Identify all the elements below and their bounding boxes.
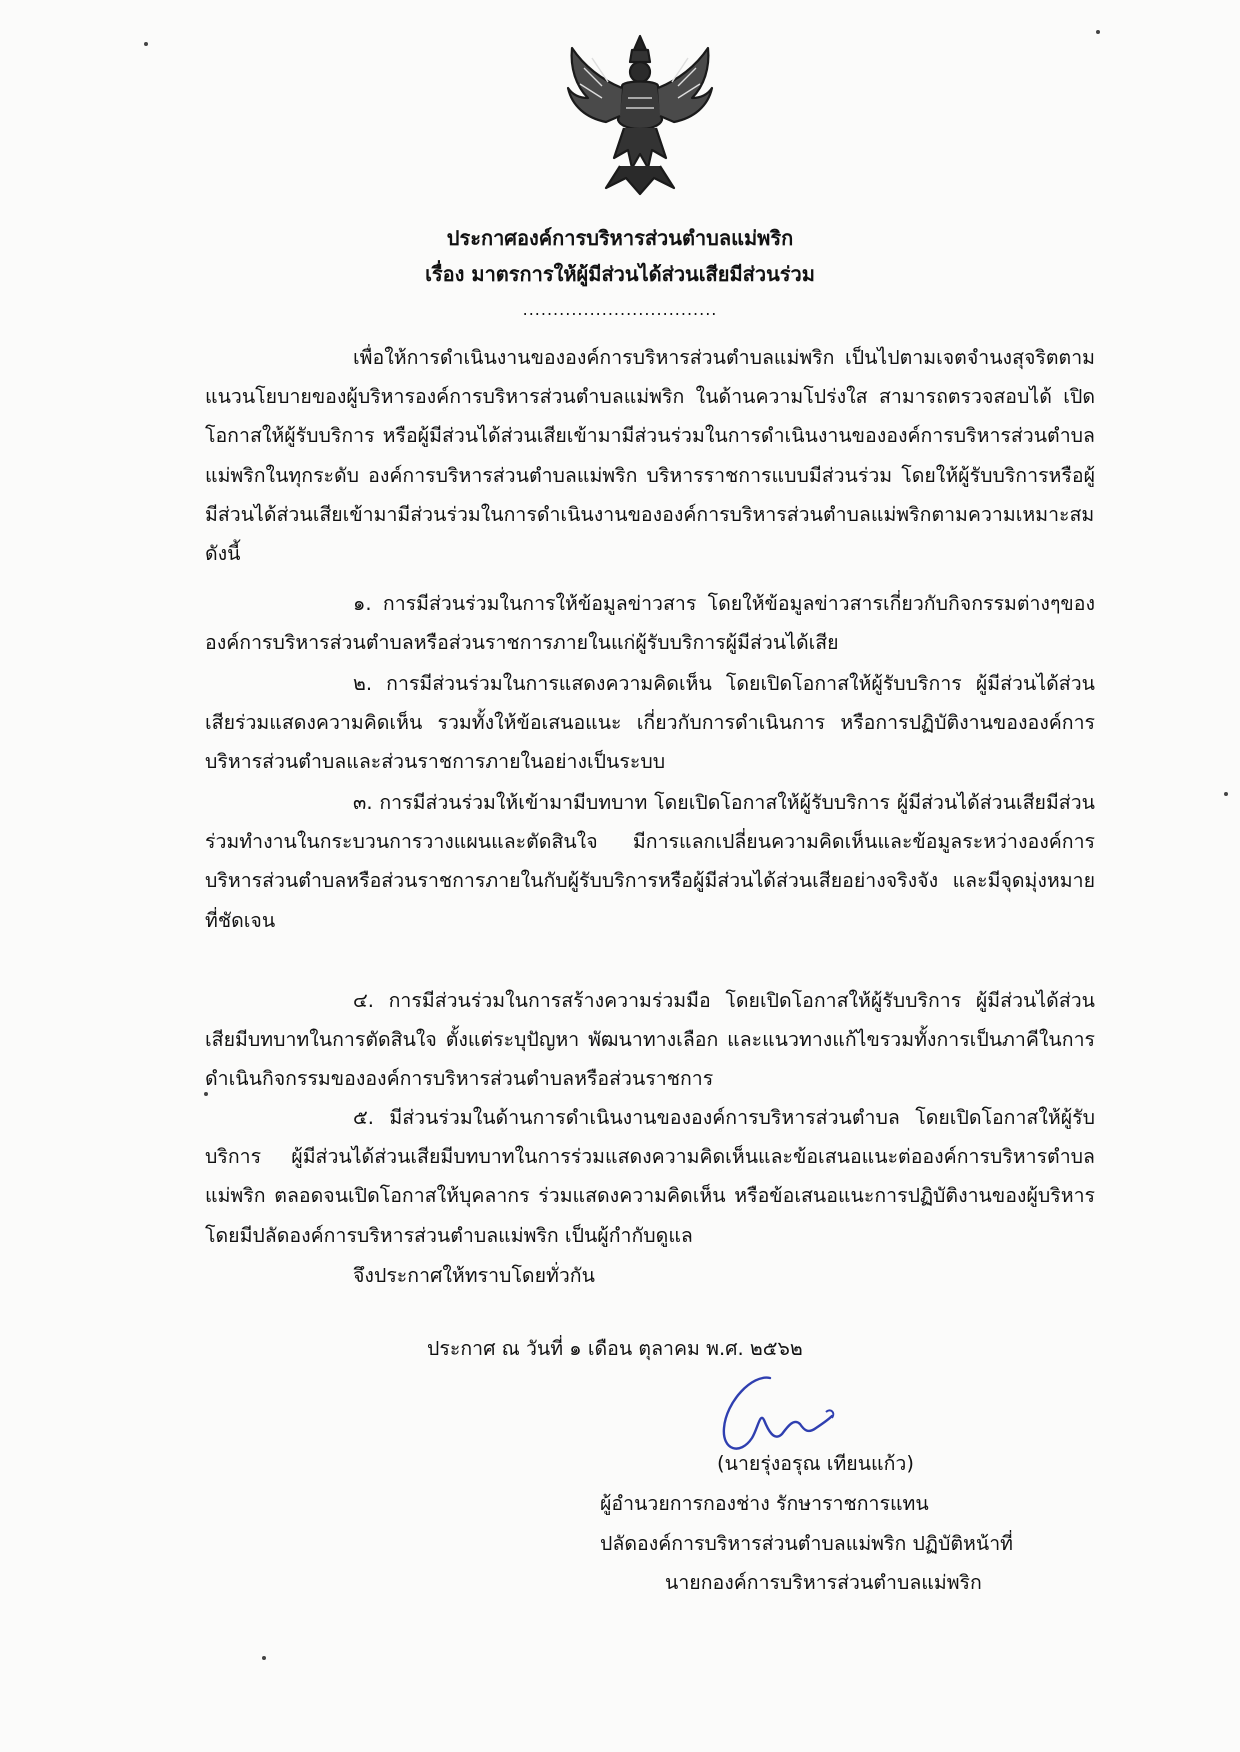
signer-position-line-3: นายกองค์การบริหารส่วนตำบลแม่พริก (665, 1571, 982, 1594)
announcement-subject: เรื่อง มาตรการให้ผู้มีส่วนได้ส่วนเสียมีส่วนร่วม (425, 262, 815, 286)
closing-statement: จึงประกาศให้ทราบโดยทั่วกัน (353, 1264, 595, 1287)
title-separator: ................................ (522, 300, 718, 319)
garuda-emblem-icon (562, 28, 718, 198)
announcement-title: ประกาศองค์การบริหารส่วนตำบลแม่พริก (446, 226, 794, 250)
intro-paragraph: เพื่อให้การดำเนินงานขององค์การบริหารส่วนตำบลแม่พริก เป็นไปตามเจตจำนงสุจริตตามแนวนโยบายของผู้บริหารองค์การบริหารส่วนตำบลแม่พริก ในด้านความโปร่งใส สามารถตรวจสอบได้ เปิดโอกาสให้ผู้รับบริการ หรือผู้มีส่วนได้ส่วนเสียเข้ามามีส่วนร่วมในการดำเนินงานขององค์การบริหารส่วนตำบลแม่พริกในทุกระดับ องค์การบริหารส่วนตำบลแม่พริก บริหารราชการแบบมีส่วนร่วม โดยให้ผู้รับบริการหรือผู้มีส่วนได้ส่วนเสียเข้ามามีส่วนร่วมในการดำเนินงานขององค์การบริหารส่วนตำบลแม่พริกตามความเหมาะสม ดังนี้ (205, 346, 1095, 566)
scan-speck (144, 42, 148, 46)
scan-speck (262, 1656, 266, 1660)
announcement-date: ประกาศ ณ วันที่ ๑ เดือน ตุลาคม พ.ศ. ๒๕๖๒ (427, 1337, 803, 1360)
signer-position-line-1: ผู้อำนวยการกองช่าง รักษาราชการแทน (600, 1492, 929, 1515)
signer-name: (นายรุ่งอรุณ เทียนแก้ว) (717, 1452, 914, 1475)
measure-item-1: ๑. การมีส่วนร่วมในการให้ข้อมูลข่าวสาร โดยให้ข้อมูลข่าวสารเกี่ยวกับกิจกรรมต่างๆของ องค์การบริหารส่วนตำบลหรือส่วนราชการภายในแก่ผู้รับบริการผู้มีส่วนได้เสีย (205, 592, 1095, 655)
scan-speck (1224, 792, 1228, 796)
measure-item-2: ๒. การมีส่วนร่วมในการแสดงความคิดเห็น โดยเปิดโอกาสให้ผู้รับบริการ ผู้มีส่วนได้ส่วนเสียร่วมแสดงความคิดเห็น รวมทั้งให้ข้อเสนอแนะ เกี่ยวกับการดำเนินการ หรือการปฏิบัติงานขององค์การบริหารส่วนตำบลและส่วนราชการภายในอย่างเป็นระบบ (205, 672, 1095, 774)
measure-item-4: ๔. การมีส่วนร่วมในการสร้างความร่วมมือ โดยเปิดโอกาสให้ผู้รับบริการ ผู้มีส่วนได้ส่วนเสียมีบทบาทในการตัดสินใจ ตั้งแต่ระบุปัญหา พัฒนาทางเลือก และแนวทางแก้ไขรวมทั้งการเป็นภาคีในการดำเนินกิจกรรมขององค์การบริหารส่วนตำบลหรือส่วนราชการ (205, 989, 1095, 1091)
scan-speck (204, 1092, 208, 1096)
measure-item-3: ๓. การมีส่วนร่วมให้เข้ามามีบทบาท โดยเปิดโอกาสให้ผู้รับบริการ ผู้มีส่วนได้ส่วนเสียมีส่วนร่วมทำงานในกระบวนการวางแผนและตัดสินใจ มีการแลกเปลี่ยนความคิดเห็นและข้อมูลระหว่างองค์การบริหารส่วนตำบลหรือส่วนราชการภายในกับผู้รับบริการหรือผู้มีส่วนได้ส่วนเสียอย่างจริงจัง และมีจุดมุ่งหมายที่ชัดเจน (205, 791, 1095, 932)
scan-speck (1096, 30, 1100, 34)
signer-position-line-2: ปลัดองค์การบริหารส่วนตำบลแม่พริก ปฏิบัติหน้าที่ (600, 1532, 1014, 1555)
measure-item-5: ๕. มีส่วนร่วมในด้านการดำเนินงานขององค์การบริหารส่วนตำบล โดยเปิดโอกาสให้ผู้รับบริการ ผู้มีส่วนได้ส่วนเสียมีบทบาทในการร่วมแสดงความคิดเห็นและข้อเสนอแนะต่อองค์การบริหารตำบลแม่พริก ตลอดจนเปิดโอกาสให้บุคลากร ร่วมแสดงความคิดเห็น หรือข้อเสนอแนะการปฏิบัติงานของผู้บริหารโดยมีปลัดองค์การบริหารส่วนตำบลแม่พริก เป็นผู้กำกับดูแล (205, 1106, 1095, 1247)
